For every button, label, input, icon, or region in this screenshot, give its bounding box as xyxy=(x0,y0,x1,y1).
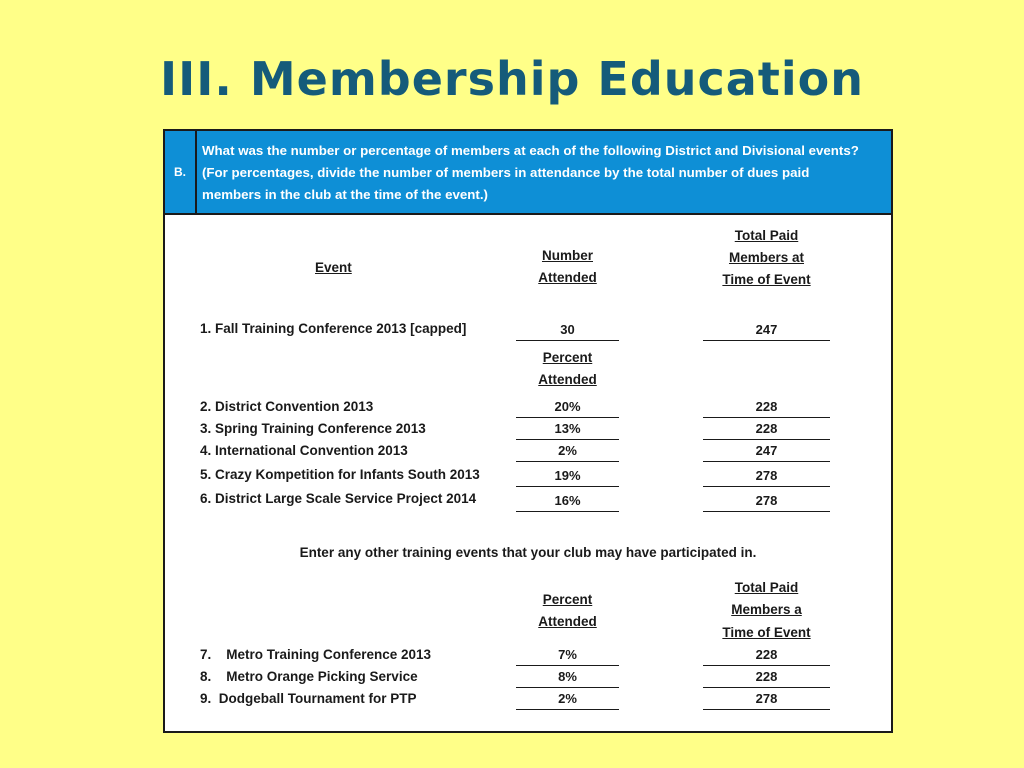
total-paid-header-line1: Total Paid xyxy=(734,580,799,595)
event-label: 4. International Convention 2013 xyxy=(200,443,408,458)
event-label: 8. Metro Orange Picking Service xyxy=(200,669,418,684)
attended-field[interactable]: 13% xyxy=(516,419,619,440)
number-header-line2: Attended xyxy=(538,270,597,285)
attended-field[interactable]: 20% xyxy=(516,397,619,418)
total-paid-field[interactable]: 228 xyxy=(703,645,830,666)
total-paid-field[interactable]: 278 xyxy=(703,689,830,710)
event-label: 1. Fall Training Conference 2013 [capped] xyxy=(200,321,467,336)
attended-field[interactable]: 8% xyxy=(516,667,619,688)
attended-field[interactable]: 2% xyxy=(516,689,619,710)
event-label: 9. Dodgeball Tournament for PTP xyxy=(200,691,417,706)
percent-header-line2: Attended xyxy=(538,614,597,629)
total-paid-header-line3: Time of Event xyxy=(722,625,811,640)
total-paid-field[interactable]: 247 xyxy=(703,441,830,462)
question-text: What was the number or percentage of members at each of the following District and Divisional events? (For percentages, divide the number of members in attendance by the total number of dues paid members in the club at the time of the event.) xyxy=(202,143,859,202)
total-paid-field[interactable]: 278 xyxy=(703,491,830,512)
total-paid-header-line3: Time of Event xyxy=(722,272,811,287)
attended-field[interactable]: 7% xyxy=(516,645,619,666)
total-paid-field[interactable]: 228 xyxy=(703,667,830,688)
total-paid-field[interactable]: 228 xyxy=(703,397,830,418)
other-events-prompt: Enter any other training events that your club may have participated in. xyxy=(299,545,757,560)
number-header-line1: Number xyxy=(541,248,593,263)
total-paid-field[interactable]: 247 xyxy=(703,320,830,341)
event-label: 7. Metro Training Conference 2013 xyxy=(200,647,432,662)
event-label: 2. District Convention 2013 xyxy=(200,399,374,414)
percent-header-line2: Attended xyxy=(538,372,597,387)
attended-field[interactable]: 2% xyxy=(516,441,619,462)
event-label: 5. Crazy Kompetition for Infants South 2013 xyxy=(200,467,480,482)
slide-title: III. Membership Education xyxy=(160,52,864,106)
total-paid-field[interactable]: 278 xyxy=(703,466,830,487)
attended-field[interactable]: 30 xyxy=(516,320,619,341)
question-header xyxy=(165,131,891,215)
total-paid-header-line2: Members at xyxy=(728,250,805,265)
event-label: 6. District Large Scale Service Project 2014 xyxy=(200,491,477,506)
attended-field[interactable]: 16% xyxy=(516,491,619,512)
total-paid-field[interactable]: 228 xyxy=(703,419,830,440)
percent-header-line1: Percent xyxy=(542,350,593,365)
section-letter: B. xyxy=(165,131,197,213)
attended-field[interactable]: 19% xyxy=(516,466,619,487)
total-paid-header-line1: Total Paid xyxy=(734,228,799,243)
event-label: 3. Spring Training Conference 2013 xyxy=(200,421,426,436)
event-header: Event xyxy=(315,260,352,275)
total-paid-header-line2: Members a xyxy=(731,602,802,617)
form-section xyxy=(163,129,893,733)
percent-header-line1: Percent xyxy=(542,592,593,607)
